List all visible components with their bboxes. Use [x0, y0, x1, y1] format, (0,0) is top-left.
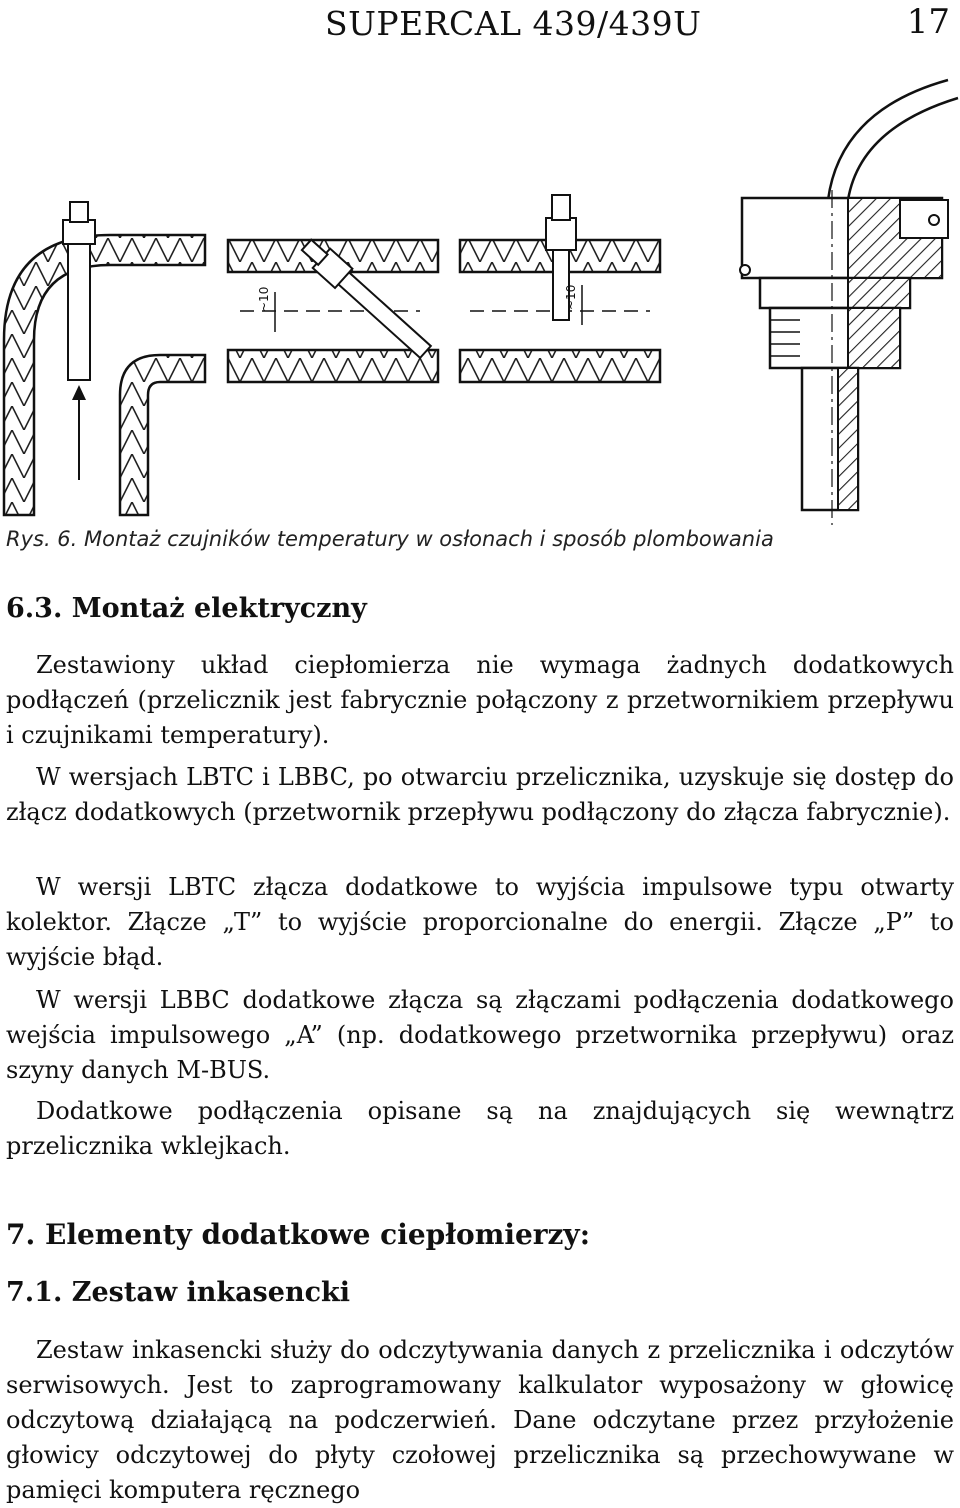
page-number: 17	[906, 2, 950, 42]
sensor-mounting-figure	[0, 70, 960, 530]
paragraph: W wersji LBTC złącza dodatkowe to wyjścia impulsowe typu otwarty kolektor. Złącze „T” to wyjście proporcionalne do energii. Złącze „P” to wyjście błąd.	[6, 873, 954, 971]
straight-pipe-angled-sensor	[228, 235, 438, 382]
paragraph: Zestawiony układ ciepłomierza nie wymaga żadnych dodatkowych podłączeń (przelicznik jest fabrycznie połączony z przetwornikiem przepływu i czujnikami temperatury).	[6, 651, 954, 749]
section-heading-6-3: 6.3. Montaż elektryczny	[6, 593, 367, 624]
elbow-pipe-drawing	[4, 202, 205, 515]
section-heading-7-1: 7.1. Zestaw inkasencki	[6, 1277, 350, 1308]
sensor-well-section-detail	[740, 80, 958, 525]
paragraph: W wersjach LBTC i LBBC, po otwarciu przelicznika, uzyskuje się dostęp do złącz dodatkowych (przetwornik przepływu podłączony do złącza fabrycznie).	[6, 763, 954, 826]
dimension-label: ~10	[257, 286, 271, 312]
paragraph: Zestaw inkasencki służy do odczytywania danych z przelicznika i odczytów serwisowych. Jest to zaprogramowany kalkulator wyposażony w głowicę odczytową działającą na podczerwień. Dane odczytane przez przyłożenie głowicy odczytowej do płyty czołowej przelicznika są przechowywane w pamięci komputera ręcznego	[6, 1336, 954, 1504]
straight-pipe-vertical-sensor	[460, 195, 660, 382]
dimension-label: ~10	[564, 284, 578, 310]
paragraph: Dodatkowe podłączenia opisane są na znajdujących się wewnątrz przelicznika wklejkach.	[6, 1097, 954, 1160]
section-heading-7: 7. Elementy dodatkowe ciepłomierzy:	[6, 1218, 591, 1251]
running-header: SUPERCAL 439/439U	[325, 4, 702, 43]
figure-caption: Rys. 6. Montaż czujników temperatury w osłonach i sposób plombowania	[6, 527, 774, 551]
paragraph: W wersji LBBC dodatkowe złącza są złączami podłączenia dodatkowego wejścia impulsowego „A” (np. dodatkowego przetwornika przepływu) oraz szyny danych M-BUS.	[6, 986, 954, 1084]
